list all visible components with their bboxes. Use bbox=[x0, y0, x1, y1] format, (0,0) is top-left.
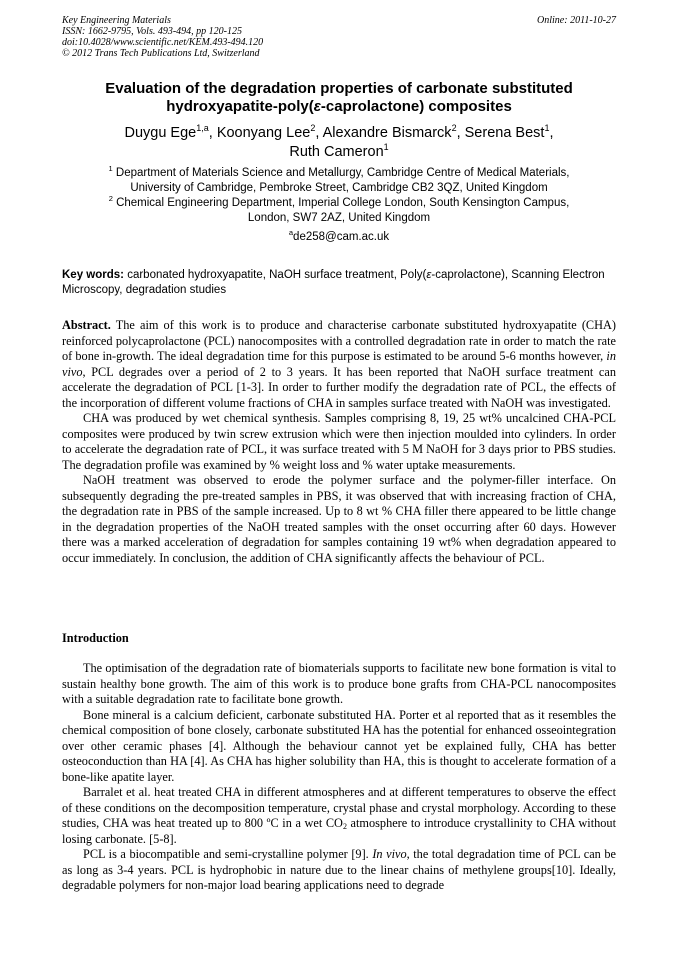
intro-text: PCL is a biocompatible and semi-crystalline polymer [9]. bbox=[83, 847, 373, 861]
intro-paragraph-4 bbox=[62, 847, 616, 894]
author-separator: , bbox=[456, 125, 465, 141]
journal-metadata bbox=[62, 15, 263, 59]
contact-email bbox=[62, 230, 616, 245]
author-name: Ruth Cameron bbox=[289, 144, 384, 160]
intro-text: atmosphere to introduce crystallinity to CHA without losing carbonate. [5-8]. bbox=[62, 816, 616, 846]
keywords-text: -caprolactone), Scanning Electron Microscopy, degradation studies bbox=[62, 269, 605, 296]
affiliation-2-line-1 bbox=[62, 196, 616, 211]
journal-name: Key Engineering Materials bbox=[62, 15, 171, 26]
intro-text: Barralet et al. heat treated CHA in different atmospheres and at different temperatures to observe the effect of these conditions on the decomposition temperature, crystal phase and crystal morphology. According to these studies, CHA was heat treated up to 800 ºC in a wet CO bbox=[62, 785, 616, 830]
abstract-paragraph-1 bbox=[62, 318, 616, 411]
affiliation-1-line-2: University of Cambridge, Pembroke Street, Cambridge CB2 3QZ, United Kingdom bbox=[130, 182, 548, 194]
intro-paragraph-1: The optimisation of the degradation rate of biomaterials supports to facilitate new bone formation is vital to sustain healthy bone growth. The aim of this work is to produce bone grafts from CHA-PCL nanocomposites with a suitable degradation rate to facilitate bone growth. bbox=[62, 661, 616, 706]
author-affiliation-mark: 2 bbox=[451, 123, 457, 133]
issn-line: ISSN: 1662-9795, Vols. 493-494, pp 120-125 bbox=[62, 26, 242, 37]
title-line-2a: hydroxyapatite-poly( bbox=[166, 98, 314, 115]
affiliation-2-line-2: London, SW7 2AZ, United Kingdom bbox=[247, 212, 431, 224]
intro-text: , the total degradation time of PCL can be as long as 3-4 years. PCL is hydrophobic in nature due to the linear chains of methylene groups[10]. Ideally, degradable polymers for non-major load bearing applications need to degrade bbox=[62, 847, 616, 892]
author-name: Serena Best bbox=[464, 125, 545, 141]
intro-paragraph-2: Bone mineral is a calcium deficient, carbonate substituted HA. Porter et al reported that as it resembles the chemical composition of bone closely, carbonate substituted HA has the potential for enhanced osseointegration over other ceramic phases [4]. Although the behaviour cannot yet be explained fully, CHA has better osteoconduction than HA [4]. As CHA has higher solubility than HA, this is thought to accelerate formation of a bone-like apatite layer. bbox=[62, 707, 616, 784]
affiliation-text: Chemical Engineering Department, Imperial College London, South Kensington Campus, bbox=[116, 197, 570, 209]
abstract-text: The aim of this work is to produce and characterise carbonate substituted hydroxyapatite (CHA) reinforced polycaprolactone (PCL) nanocomposites with a controlled degradation rate in order to match the rate of bone in-growth. The ideal degradation time for this purpose is estimated to be around 5-6 months however, bbox=[62, 318, 616, 363]
doi-line: doi:10.4028/www.scientific.net/KEM.493-494.120 bbox=[62, 37, 264, 48]
paper-title bbox=[62, 80, 616, 116]
author-name: Duygu Ege bbox=[124, 125, 197, 141]
title-line-2b: -caprolactone) composites bbox=[320, 98, 512, 115]
title-line-1: Evaluation of the degradation properties of carbonate substituted bbox=[105, 80, 573, 97]
keywords-text: carbonated hydroxyapatite, NaOH surface treatment, Poly( bbox=[124, 269, 427, 281]
author-affiliation-mark: 2 bbox=[310, 123, 316, 133]
keywords-epsilon: ε bbox=[426, 269, 432, 281]
abstract bbox=[62, 318, 616, 566]
affiliation-1-line-1 bbox=[62, 166, 616, 181]
section-heading-introduction: Introduction bbox=[62, 631, 129, 645]
author-name: Koonyang Lee bbox=[216, 125, 311, 141]
abstract-paragraph-3: NaOH treatment was observed to erode the polymer surface and the polymer-filler interface. On subsequently degrading the pre-treated samples in PBS, it was observed that with increasing fraction of CHA, the degradation rate in PBS of the sample increased. Up to 8 wt % CHA filler there appeared to be little change in the degradation properties of the NaOH treated samples with the onset occurring after 60 days. However there was a marked acceleration of degradation for samples containing 19 wt% when degradation appeared to occur immediately. In conclusion, the addition of CHA significantly affects the behaviour of PCL. bbox=[62, 473, 616, 565]
email-address: de258@cam.ac.uk bbox=[293, 231, 390, 243]
author-separator: , bbox=[315, 125, 323, 141]
affiliations bbox=[62, 166, 616, 226]
intro-italic: In vivo bbox=[372, 847, 407, 861]
intro-paragraph-3 bbox=[62, 785, 616, 847]
introduction-body bbox=[62, 661, 616, 894]
keywords bbox=[62, 268, 616, 298]
author-separator: , bbox=[549, 125, 554, 141]
title-epsilon: ε bbox=[313, 98, 321, 115]
author-name: Alexandre Bismarck bbox=[322, 125, 452, 141]
author-list bbox=[62, 124, 616, 162]
abstract-label: Abstract. bbox=[62, 318, 111, 332]
abstract-text: , PCL degrades over a period of 2 to 3 years. It has been reported that NaOH surface treatment can accelerate the degradation of PCL [1-3]. In order to further modify the degradation rate of PCL, the effects of the incorporation of different volume fractions of CHA in samples surface treated with NaOH was investigated. bbox=[62, 364, 616, 410]
author-affiliation-mark: 1 bbox=[383, 142, 389, 152]
author-affiliation-mark: 1,a bbox=[196, 123, 209, 133]
copyright-line: © 2012 Trans Tech Publications Ltd, Switzerland bbox=[62, 48, 260, 59]
keywords-label: Key words: bbox=[62, 269, 124, 281]
online-date: Online: 2011-10-27 bbox=[537, 15, 616, 26]
affiliation-number: 2 bbox=[108, 194, 113, 203]
affiliation-number: 1 bbox=[108, 164, 113, 173]
author-separator: , bbox=[208, 125, 217, 141]
author-affiliation-mark: 1 bbox=[544, 123, 550, 133]
email-mark: a bbox=[288, 228, 294, 237]
abstract-italic: in vivo bbox=[62, 349, 616, 379]
intro-subscript: 2 bbox=[342, 822, 347, 831]
abstract-paragraph-2: CHA was produced by wet chemical synthesis. Samples comprising 8, 19, 25 wt% uncalcined CHA-PCL composites were produced by twin screw extrusion which were then injection moulded into cylinders. In order to accelerate the degradation rate of PCL, it was surface treated with 5 M NaOH for 3 days prior to PBS studies. The degradation profile was examined by % weight loss and % water uptake measurements. bbox=[62, 411, 616, 472]
affiliation-text: Department of Materials Science and Metallurgy, Cambridge Centre of Medical Materials, bbox=[115, 167, 570, 179]
